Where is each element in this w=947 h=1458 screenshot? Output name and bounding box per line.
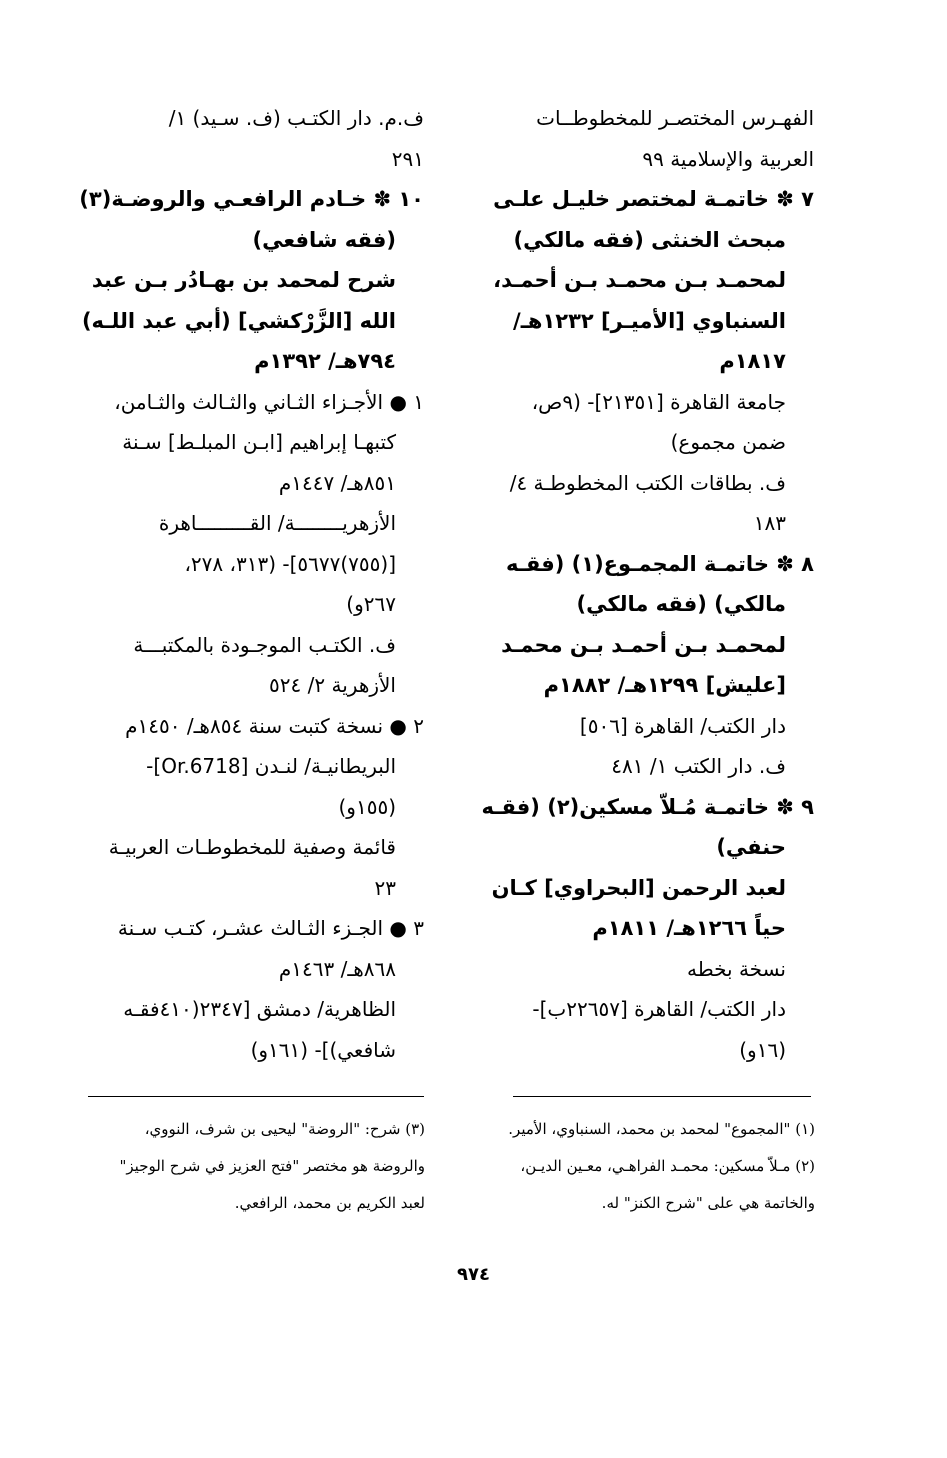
text-line: [(٧٥٥)٥٦٧٧]- (٣١٣، ٢٧٨، <box>184 551 396 576</box>
text-line: حنفي) <box>716 835 786 859</box>
text-line: ١٨٣ <box>753 511 786 535</box>
text-line: ٢٣ <box>374 875 396 900</box>
text-line: الأزهريــــــــة/ القـــــــــاهرة <box>158 511 396 535</box>
text-line: ف. دار الكتب ١/ ٤٨١ <box>611 754 786 778</box>
text-line: السنباوي [الأميـر] ١٢٣٢هـ/ <box>513 308 786 333</box>
text-line: (فقه شافعي) <box>252 227 396 252</box>
text-line: شافعي)]- (١٦١و) <box>250 1037 396 1062</box>
text-line: جامعة القاهرة [٢١٣٥١]- (٩ص، <box>531 389 786 414</box>
text-line: ٩ ✽ خاتمـة مُـلاّ مسكين(٢) (فقـه <box>481 794 814 819</box>
footnote-divider-left <box>88 1096 424 1097</box>
text-line: دار الكتب/ القاهرة [٢٢٦٥٧ب]- <box>532 997 786 1021</box>
footnote-line: (٢) مـلاّ مسكين: محمـد الفراهـي، معـين الديـن، <box>520 1157 815 1175</box>
footnotes-right <box>470 1111 815 1222</box>
text-line: ف.م. دار الكتـب (ف. سـيد) ١/ <box>168 106 424 130</box>
text-line: ٨٥١هـ/ ١٤٤٧م <box>278 470 396 495</box>
text-line: لعبد الرحمن [البحراوي] كـان <box>491 875 786 900</box>
text-line: (١٥٥و) <box>338 794 396 819</box>
text-line: ضمن مجموع) <box>670 430 786 454</box>
right-column <box>472 98 814 1070</box>
text-line: الأزهرية ٢/ ٥٢٤ <box>269 673 396 697</box>
text-line: [عليش] ١٢٩٩هـ/ ١٨٨٢م <box>543 673 786 697</box>
text-line: ٧٩٤هـ/ ١٣٩٢م <box>254 349 396 373</box>
footnote-line: والخاتمة هي على "شرح الكنز" له. <box>601 1194 815 1212</box>
text-line: ٢ ● نسخة كتبت سنة ٨٥٤هـ/ ١٤٥٠م <box>125 713 424 738</box>
footnote-line: (٣) شرح: "الروضة" ليحيى بن شرف، النووي، <box>144 1120 425 1138</box>
text-line: حياً ١٢٦٦هـ/ ١٨١١م <box>592 916 786 940</box>
text-line: ١٠ ✽ خـادم الرافعـي والروضـة(٣) <box>79 187 424 211</box>
text-line: ١٨١٧م <box>719 349 786 373</box>
text-line: العربية والإسلامية ٩٩ <box>642 146 814 171</box>
text-line: لمحمـد بـن محمـد بـن أحمـد، <box>493 268 786 292</box>
text-line: ٣ ● الجـزء الثـالث عشـر، كتـب سـنة <box>117 916 424 940</box>
text-line: ٢٩١ <box>391 146 424 171</box>
text-line: ٢٦٧و) <box>346 592 396 616</box>
text-line: الله [الزَّرْكشي] (أبي عبد اللـه) <box>81 308 396 333</box>
text-line: قائمة وصفية للمخطوطـات العربيـة <box>108 835 396 859</box>
left-column <box>79 98 424 1070</box>
footnote-line: (١) "المجموع" لمحمد بن محمد، السنباوي، الأمير. <box>508 1120 815 1138</box>
text-line: ٧ ✽ خاتمـة لمختصر خليـل علـى <box>493 187 814 211</box>
text-line: الظاهرية/ دمشق [٢٣٤٧(٤١٠فقـه <box>123 997 396 1021</box>
text-line: ٨٦٨هـ/ ١٤٦٣م <box>278 956 396 981</box>
footnote-line: لعبد الكريم بن محمد، الرافعي. <box>234 1194 425 1212</box>
footnote-line: والروضة هو مختصر "فتح العزيز في شرح الوجيز" <box>119 1157 425 1175</box>
page-number: ٩٧٤ <box>457 1264 490 1285</box>
text-line: مالكي) (فقه مالكي) <box>576 592 786 616</box>
text-line: دار الكتب/ القاهرة [٥٠٦] <box>579 713 786 738</box>
text-line: ٨ ✽ خاتمـة المجمـوع(١) (فقـه <box>505 551 814 576</box>
text-line: ١ ● الأجـزاء الثـاني والثـالث والثـامن، <box>114 389 424 414</box>
text-line: البريطانيـة/ لنـدن [Or.6718]- <box>146 754 396 778</box>
text-line: ف. بطاقات الكتب المخطوطـة ٤/ <box>509 470 786 495</box>
text-line: لمحمـد بـن أحمـد بـن محمـد <box>501 632 786 657</box>
text-line: ف. الكتـب الموجـودة بالمكتبـــة <box>133 632 396 657</box>
text-line: شرح لمحمد بن بهـادُر بـن عبد <box>91 268 396 292</box>
text-line: مبحث الخنثى (فقه مالكي) <box>513 227 786 252</box>
text-line: (١٦و) <box>739 1037 786 1062</box>
text-line: كتبهـا إبراهيم [ابـن المبلـط] سـنة <box>122 430 396 454</box>
footnote-divider-right <box>513 1096 811 1097</box>
text-line: الفهـرس المختصـر للمخطوطــات <box>536 106 814 130</box>
footnotes-left <box>80 1111 425 1222</box>
text-line: نسخة بخطه <box>686 956 786 981</box>
